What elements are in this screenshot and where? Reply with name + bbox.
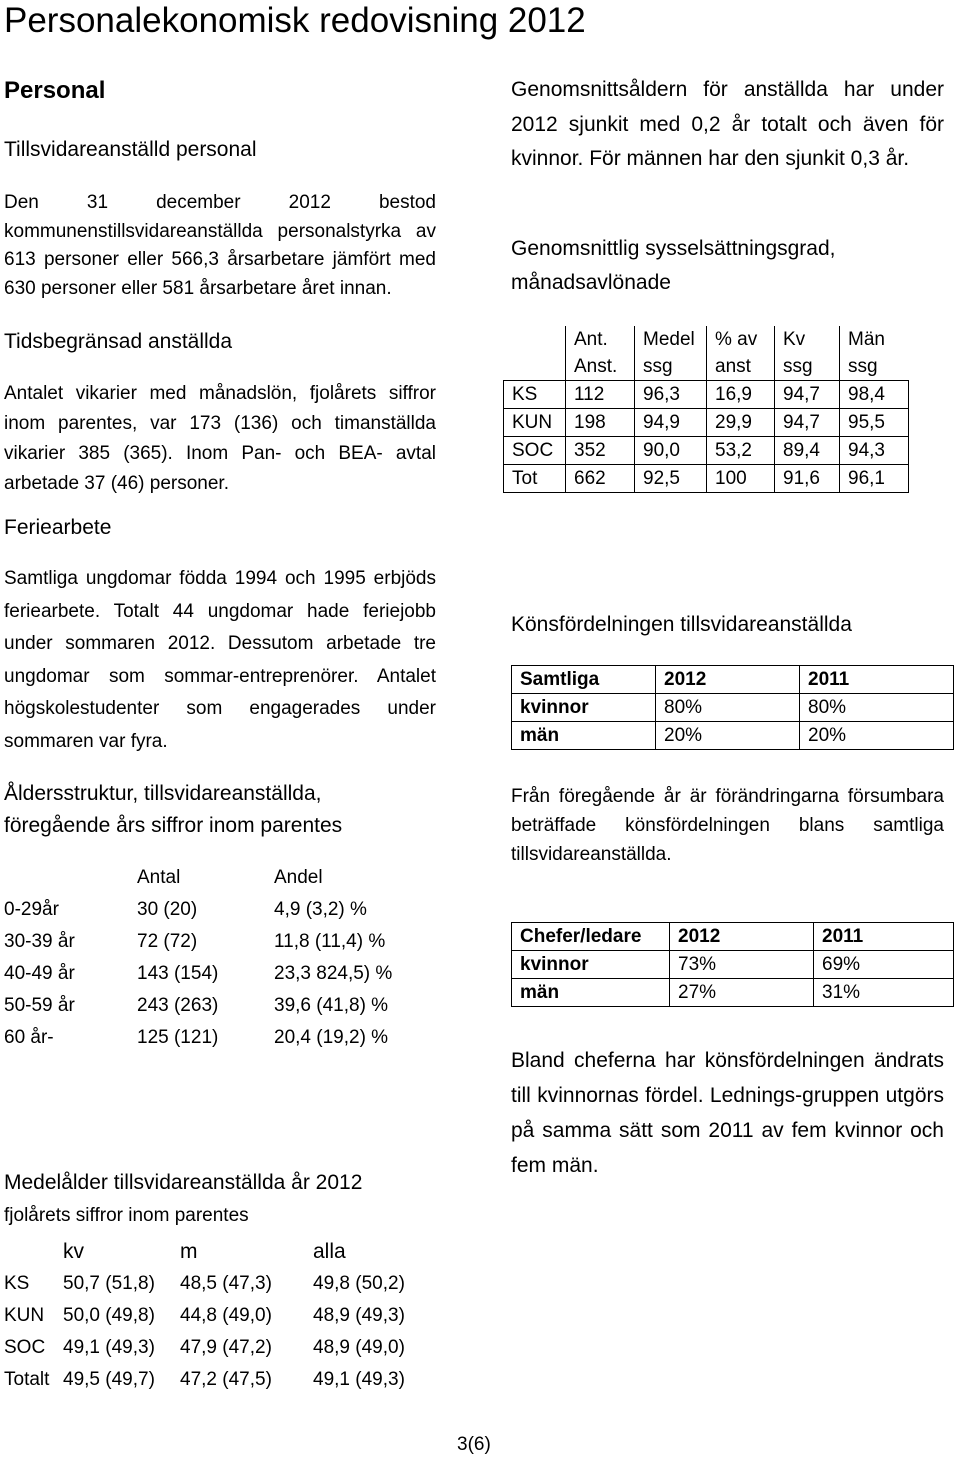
- table-cell: 49,5 (49,7): [63, 1369, 155, 1390]
- paragraph-chefer: Bland cheferna har könsfördelningen ändrats till kvinnornas fördel. Lednings-gruppen utgörs på samma sätt som 2011 av fem kvinnor och fem män.: [511, 1049, 944, 1177]
- table-cell: 60 år-: [4, 1027, 54, 1048]
- table-cell: kvinnor: [512, 694, 656, 722]
- table-cell: 73%: [670, 951, 814, 979]
- table-header-cell: [504, 353, 566, 381]
- table-cell: 94,7: [775, 381, 840, 409]
- paragraph-feriearbete: Samtliga ungdomar födda 1994 och 1995 erbjöds feriearbete. Totalt 44 ungdomar hade feriejobb under sommaren 2012. Dessutom arbetade tre ungdomar som sommar-entreprenörer. Antalet högskolestudenter som engagerades under sommaren var fyra.: [4, 568, 436, 752]
- table-cell: 49,8 (50,2): [313, 1273, 405, 1294]
- table-header-cell: m: [180, 1240, 198, 1263]
- employment-rate-table: [503, 326, 909, 493]
- table-row: [512, 694, 954, 722]
- table-cell: 48,9 (49,3): [313, 1305, 405, 1326]
- table-cell: 48,5 (47,3): [180, 1273, 272, 1294]
- table-cell: kvinnor: [512, 951, 670, 979]
- table-cell: 94,7: [775, 409, 840, 437]
- table-header-cell: [504, 326, 566, 353]
- table-cell: 143 (154): [137, 963, 219, 984]
- table-cell: 198: [566, 409, 635, 437]
- table-row: [4, 1300, 405, 1332]
- table-cell: 96,1: [840, 465, 909, 493]
- table-header-cell: Antal: [137, 867, 181, 888]
- table-cell: 53,2: [707, 437, 775, 465]
- table-row: [4, 990, 392, 1022]
- table-cell: 40-49 år: [4, 963, 75, 984]
- table-header-cell: [4, 1236, 63, 1268]
- table-cell: 16,9: [707, 381, 775, 409]
- table-row: [4, 1332, 405, 1364]
- table-cell: 44,8 (49,0): [180, 1305, 272, 1326]
- managers-table: [511, 922, 954, 1007]
- table-cell: 80%: [656, 694, 800, 722]
- table-cell: 112: [566, 381, 635, 409]
- table-cell: 50-59 år: [4, 995, 75, 1016]
- table-header-cell: 2012: [670, 923, 814, 951]
- table-cell: 90,0: [635, 437, 707, 465]
- table-row: [512, 951, 954, 979]
- paragraph-konsfordelning: Från föregående år är förändringarna försumbara beträffade könsfördelningen blans samtliga tillsvidareanställda.: [511, 786, 944, 865]
- table-row: [512, 979, 954, 1007]
- table-cell: 23,3 824,5) %: [274, 963, 393, 984]
- heading-aldersstruktur-line1: Åldersstruktur, tillsvidareanställda,: [4, 782, 322, 805]
- table-cell: 39,6 (41,8) %: [274, 995, 389, 1016]
- table-cell: 20,4 (19,2) %: [274, 1027, 389, 1048]
- subheading-tidsbegransad: Tidsbegränsad anställda: [4, 330, 233, 353]
- table-cell: KS: [4, 1273, 30, 1294]
- table-cell: 94,3: [840, 437, 909, 465]
- table-cell: Totalt: [4, 1369, 50, 1390]
- table-cell: 243 (263): [137, 995, 219, 1016]
- heading-sysselsattningsgrad-line1: Genomsnittlig sysselsättningsgrad,: [511, 237, 836, 260]
- heading-medelalder-line1: Medelålder tillsvidareanställda år 2012: [4, 1171, 363, 1194]
- table-cell: 95,5: [840, 409, 909, 437]
- table-cell: 91,6: [775, 465, 840, 493]
- table-cell: 352: [566, 437, 635, 465]
- table-header-cell: ssg: [840, 353, 909, 381]
- table-cell: KUN: [504, 409, 566, 437]
- table-header-row: [4, 862, 392, 894]
- table-cell: KS: [504, 381, 566, 409]
- table-row: [512, 722, 954, 750]
- table-cell: 662: [566, 465, 635, 493]
- document-title: Personalekonomisk redovisning 2012: [4, 1, 586, 40]
- paragraph-genomsnittsalder: Genomsnittsåldern för anställda har under 2012 sjunkit med 0,2 år totalt och även för kvinnor. För männen har den sjunkit 0,3 år.: [511, 78, 944, 170]
- table-row: [4, 1364, 405, 1396]
- table-header-cell: Ant.: [566, 326, 635, 353]
- table-cell: 47,9 (47,2): [180, 1337, 272, 1358]
- table-cell: 0-29år: [4, 899, 59, 920]
- heading-konsfordelning: Könsfördelningen tillsvidareanställda: [511, 613, 852, 636]
- table-cell: 50,7 (51,8): [63, 1273, 155, 1294]
- table-header-cell: anst: [707, 353, 775, 381]
- table-cell: 49,1 (49,3): [63, 1337, 155, 1358]
- heading-medelalder-line2: fjolårets siffror inom parentes: [4, 1205, 249, 1226]
- paragraph-tidsbegransad: Antalet vikarier med månadslön, fjolårets siffror inom parentes, var 173 (136) och timanställda vikarier 385 (365). Inom Pan- och BEA- avtal arbetade 37 (46) personer.: [4, 383, 436, 494]
- table-header-cell: 2011: [800, 666, 954, 694]
- table-cell: män: [512, 722, 656, 750]
- table-row: [504, 437, 909, 465]
- paragraph-tillsvidare: Den 31 december 2012 bestod kommunenstillsvidareanställda personalstyrka av 613 personer eller 566,3 årsarbetare jämfört med 630 personer eller 581 årsarbetare året innan.: [4, 192, 436, 299]
- table-header-cell: Andel: [274, 867, 323, 888]
- table-header-cell: [4, 862, 137, 894]
- table-header-cell: 2012: [656, 666, 800, 694]
- table-header-cell: Män: [840, 326, 909, 353]
- table-cell: 100: [707, 465, 775, 493]
- heading-sysselsattningsgrad-line2: månadsavlönade: [511, 271, 671, 294]
- heading-aldersstruktur-line2: föregående års siffror inom parentes: [4, 814, 343, 837]
- table-header-cell: Anst.: [566, 353, 635, 381]
- table-cell: män: [512, 979, 670, 1007]
- table-cell: KUN: [4, 1305, 45, 1326]
- age-structure-table: [4, 862, 392, 1054]
- table-cell: 50,0 (49,8): [63, 1305, 155, 1326]
- table-header-cell: ssg: [635, 353, 707, 381]
- table-cell: Tot: [504, 465, 566, 493]
- table-header-cell: Kv: [775, 326, 840, 353]
- table-cell: 11,8 (11,4) %: [274, 931, 386, 952]
- table-cell: 31%: [814, 979, 954, 1007]
- table-cell: 30-39 år: [4, 931, 75, 952]
- table-cell: 80%: [800, 694, 954, 722]
- table-cell: 89,4: [775, 437, 840, 465]
- table-header-cell: Chefer/ledare: [512, 923, 670, 951]
- section-heading-feriearbete: Feriearbete: [4, 516, 112, 539]
- table-cell: 20%: [800, 722, 954, 750]
- table-cell: 47,2 (47,5): [180, 1369, 272, 1390]
- table-row: [4, 958, 392, 990]
- table-cell: 72 (72): [137, 931, 198, 952]
- table-header-cell: ssg: [775, 353, 840, 381]
- table-row: [4, 1022, 392, 1054]
- table-cell: 4,9 (3,2) %: [274, 899, 367, 920]
- table-row: [504, 409, 909, 437]
- table-cell: 92,5: [635, 465, 707, 493]
- table-cell: 30 (20): [137, 899, 198, 920]
- table-row: [504, 381, 909, 409]
- table-cell: 29,9: [707, 409, 775, 437]
- table-cell: 48,9 (49,0): [313, 1337, 405, 1358]
- table-header-row: [504, 326, 909, 353]
- table-cell: 94,9: [635, 409, 707, 437]
- table-header-cell: kv: [63, 1240, 84, 1263]
- table-row: [4, 926, 392, 958]
- table-cell: 49,1 (49,3): [313, 1369, 405, 1390]
- table-header-row: [4, 1236, 405, 1268]
- table-cell: 20%: [656, 722, 800, 750]
- subheading-tillsvidare: Tillsvidareanställd personal: [4, 138, 257, 161]
- average-age-table: [4, 1236, 405, 1396]
- table-header-cell: alla: [313, 1240, 346, 1263]
- page-number: 3(6): [457, 1434, 491, 1455]
- table-header-row: [512, 666, 954, 694]
- table-cell: 98,4: [840, 381, 909, 409]
- table-row: [504, 465, 909, 493]
- table-header-cell: Samtliga: [512, 666, 656, 694]
- table-cell: 125 (121): [137, 1027, 219, 1048]
- section-heading-personal: Personal: [4, 77, 106, 104]
- gender-distribution-table: [511, 665, 954, 750]
- table-row: [4, 1268, 405, 1300]
- table-cell: 96,3: [635, 381, 707, 409]
- table-cell: SOC: [4, 1337, 46, 1358]
- table-header-cell: 2011: [814, 923, 954, 951]
- table-header-row: [504, 353, 909, 381]
- table-cell: SOC: [504, 437, 566, 465]
- table-cell: 27%: [670, 979, 814, 1007]
- table-row: [4, 894, 392, 926]
- table-cell: 69%: [814, 951, 954, 979]
- table-header-row: [512, 923, 954, 951]
- table-header-cell: Medel: [635, 326, 707, 353]
- table-header-cell: % av: [707, 326, 775, 353]
